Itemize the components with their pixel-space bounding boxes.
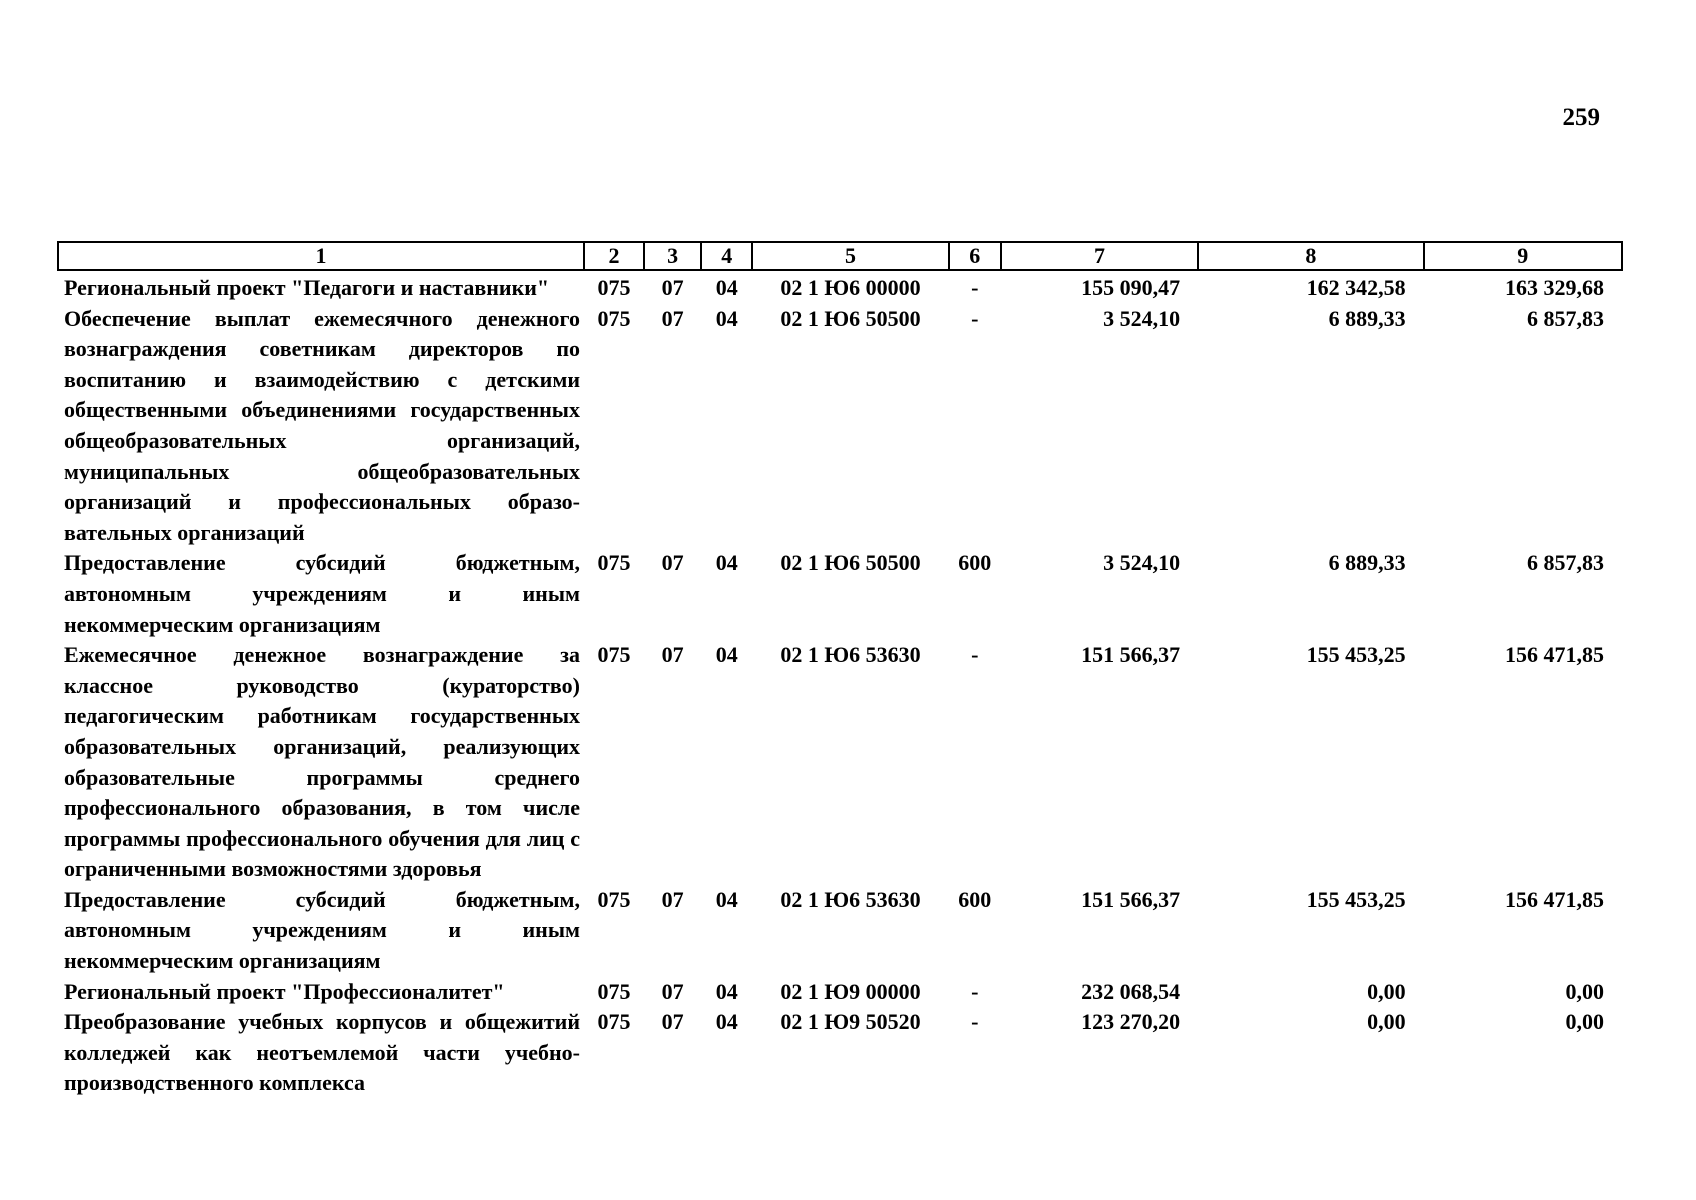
row-subsection-code: 04 [715, 305, 738, 331]
row-name: Преобразование учебных корпусов и общежитий колледжей как неотъемлемой части учебно-производственного комплекса [64, 1009, 580, 1096]
table-row [58, 270, 1622, 304]
row-subsection-code: 04 [715, 642, 738, 668]
row-section-code: 07 [661, 886, 684, 912]
row-amount-col8: 6 889,33 [1328, 550, 1406, 576]
row-target-code: 02 1 Ю6 50500 [780, 305, 921, 331]
row-expense-type: - [971, 305, 979, 331]
row-ministry-code: 075 [597, 1009, 631, 1035]
row-amount-col9: 156 471,85 [1505, 642, 1604, 668]
column-header: 7 [1001, 242, 1198, 270]
row-amount-col9: 6 857,83 [1527, 305, 1604, 331]
row-subsection-code: 04 [715, 886, 738, 912]
row-amount-col7: 123 270,20 [1081, 1009, 1181, 1035]
row-amount-col7: 155 090,47 [1081, 275, 1181, 300]
row-amount-col9: 163 329,68 [1505, 275, 1604, 300]
row-amount-col7: 151 566,37 [1081, 886, 1181, 912]
budget-table [57, 241, 1623, 1099]
row-amount-col8: 0,00 [1367, 1009, 1406, 1035]
page-number: 259 [1562, 104, 1600, 131]
row-section-code: 07 [661, 305, 684, 331]
row-amount-col8: 162 342,58 [1306, 275, 1406, 300]
column-header: 6 [949, 242, 1001, 270]
row-section-code: 07 [661, 978, 684, 1004]
row-ministry-code: 075 [597, 978, 631, 1004]
row-expense-type: - [971, 1009, 979, 1035]
row-name: Предоставление субсидий бюджетным, автономным учреждениям и иным некоммерческим организациям [64, 550, 580, 637]
row-amount-col8: 6 889,33 [1328, 305, 1406, 331]
table-row [58, 304, 1622, 549]
row-name: Обеспечение выплат ежемесячного денежного вознаграждения советникам директоров по воспитанию и взаимодействию с детскими общественными объединениями государственных общеобразовательных организаций, муниципальных общеобразовательных организаций и профессиональных образовательных организаций [64, 305, 580, 545]
row-amount-col8: 0,00 [1367, 978, 1406, 1004]
row-target-code: 02 1 Ю9 00000 [780, 978, 921, 1004]
row-section-code: 07 [661, 550, 684, 576]
row-target-code: 02 1 Ю6 00000 [780, 275, 921, 300]
column-header: 5 [752, 242, 948, 270]
row-subsection-code: 04 [715, 1009, 738, 1035]
row-name: Региональный проект "Профессионалитет" [64, 978, 505, 1004]
column-header: 2 [584, 242, 644, 270]
table-row [58, 977, 1622, 1008]
row-amount-col7: 3 524,10 [1103, 550, 1181, 576]
row-target-code: 02 1 Ю6 50500 [780, 550, 921, 576]
row-amount-col9: 0,00 [1565, 978, 1604, 1004]
row-amount-col8: 155 453,25 [1306, 886, 1406, 912]
table-row [58, 548, 1622, 640]
row-amount-col7: 151 566,37 [1081, 642, 1181, 668]
row-section-code: 07 [661, 642, 684, 668]
row-name: Региональный проект "Педагоги и наставники" [64, 275, 550, 300]
row-expense-type: - [971, 275, 979, 300]
row-ministry-code: 075 [597, 642, 631, 668]
row-name: Предоставление субсидий бюджетным, автономным учреждениям и иным некоммерческим организациям [64, 886, 580, 974]
row-amount-col9: 156 471,85 [1505, 886, 1604, 912]
column-header: 3 [644, 242, 701, 270]
table-header [58, 242, 1622, 270]
row-expense-type: 600 [958, 886, 992, 912]
row-subsection-code: 04 [715, 275, 738, 300]
row-ministry-code: 075 [597, 550, 631, 576]
row-target-code: 02 1 Ю6 53630 [780, 886, 921, 912]
header-row [58, 242, 1622, 270]
row-amount-col7: 3 524,10 [1103, 305, 1181, 331]
column-header: 1 [58, 242, 584, 270]
row-amount-col9: 0,00 [1565, 1009, 1604, 1035]
row-ministry-code: 075 [597, 886, 631, 912]
row-subsection-code: 04 [715, 978, 738, 1004]
row-target-code: 02 1 Ю9 50520 [780, 1009, 921, 1035]
row-subsection-code: 04 [715, 550, 738, 576]
table-row [58, 885, 1622, 977]
row-amount-col9: 6 857,83 [1527, 550, 1604, 576]
table-row [58, 640, 1622, 885]
row-name: Ежемесячное денежное вознаграждение за классное руководство (кураторство) педагогическим работникам государственных образовательных организаций, реализующих образовательные программы среднего профессионального образования, в том числе программы профессионального обучения для лиц с ограниченными возможностями здоровья [64, 642, 580, 882]
table-body [58, 270, 1622, 1099]
row-amount-col8: 155 453,25 [1306, 642, 1406, 668]
row-expense-type: 600 [958, 550, 992, 576]
row-amount-col7: 232 068,54 [1081, 978, 1181, 1004]
column-header: 8 [1198, 242, 1423, 270]
row-section-code: 07 [661, 275, 684, 300]
row-expense-type: - [971, 642, 979, 668]
column-header: 9 [1424, 242, 1622, 270]
table-row [58, 1007, 1622, 1099]
row-expense-type: - [971, 978, 979, 1004]
row-target-code: 02 1 Ю6 53630 [780, 642, 921, 668]
column-header: 4 [701, 242, 752, 270]
row-ministry-code: 075 [597, 275, 631, 300]
row-ministry-code: 075 [597, 305, 631, 331]
row-section-code: 07 [661, 1009, 684, 1035]
